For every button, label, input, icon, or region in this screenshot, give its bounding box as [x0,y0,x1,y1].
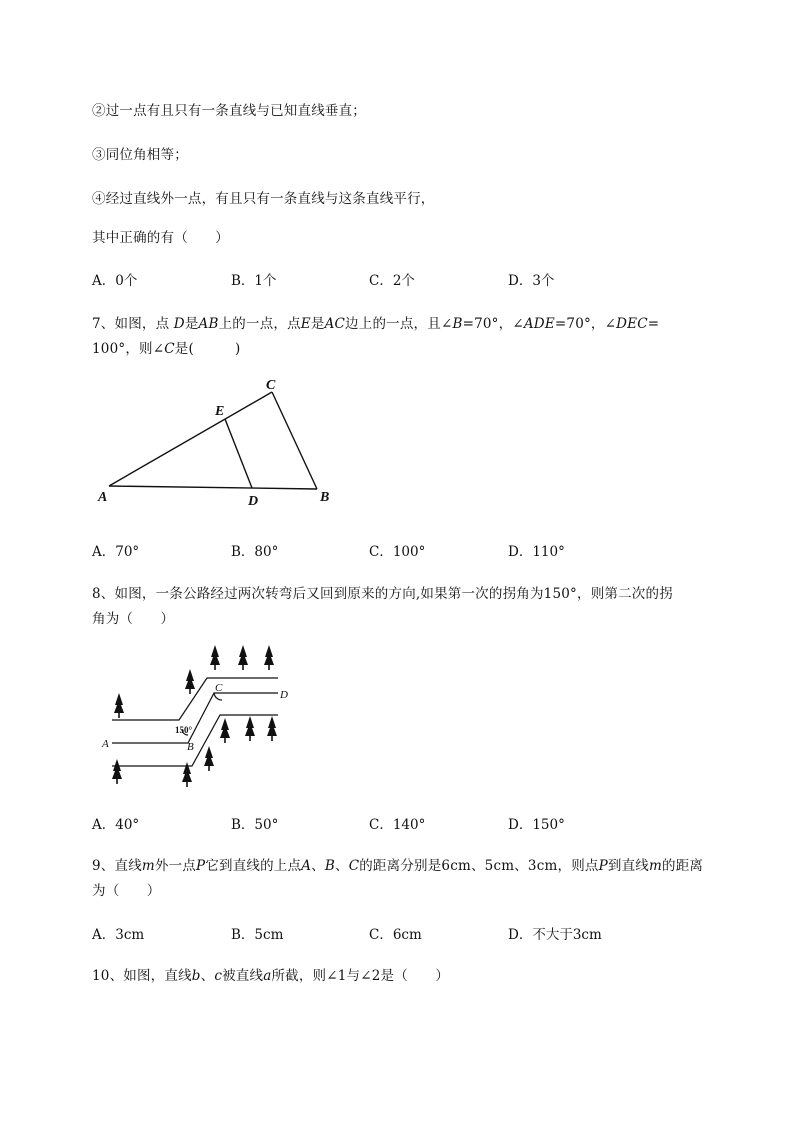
q8-option-b: B．50° [231,817,279,833]
q8-option-c: C．140° [369,817,426,833]
q6-option-b: B．1个 [231,273,277,289]
label-a: A [102,738,109,750]
road-edge-top [112,678,278,720]
q8-road-figure [92,640,312,795]
label-d: D [280,689,288,701]
side-ac [109,392,272,486]
q7-triangle-figure [92,370,352,515]
label-c: C [266,378,276,393]
label-b: B [320,490,330,505]
q7-option-b: B．80° [231,544,279,560]
q7-option-a: A．70° [92,544,140,560]
q9-option-b: B．5cm [231,927,284,943]
q9-option-c: C．6cm [369,927,422,943]
q8-option-d: D．150° [508,817,565,833]
segment-de [225,419,252,488]
q9-option-a: A．3cm [92,927,145,943]
q7-option-c: C．100° [369,544,426,560]
q6-question: 其中正确的有（ ） [92,230,229,246]
q10-text: 10、如图，直线b、c被直线a所截，则∠1与∠2是（ ） [92,968,450,984]
q8-text-line2: 角为（ ） [92,611,175,627]
q6-option-d: D．3个 [508,273,555,289]
label-e: E [215,404,225,419]
q7-text-line2: 100°，则∠C是( ) [92,341,241,357]
angle-arc-c [214,693,222,700]
side-ab [109,486,317,489]
q8-text-line1: 8、如图，一条公路经过两次转弯后又回到原来的方向,如果第一次的拐角为150°，则第二次的拐 [92,586,673,602]
q9-text-line1: 9、直线m外一点P它到直线的上点A、B、C的距离分别是6cm、5cm、3cm，则点P到直线m的距离 [92,858,704,874]
label-angle-150: 150° [175,725,193,735]
label-b: B [187,741,194,753]
statement-3: ③同位角相等； [92,147,188,163]
q8-option-a: A．40° [92,817,140,833]
label-d: D [248,494,259,509]
q6-option-c: C．2个 [369,273,415,289]
statement-2: ②过一点有且只有一条直线与已知直线垂直； [92,103,366,119]
q9-text-line2: 为（ ） [92,883,161,899]
statement-4: ④经过直线外一点，有且只有一条直线与这条直线平行， [92,191,435,207]
side-bc [272,392,317,489]
label-a: A [98,490,108,505]
q9-option-d: D．不大于3cm [508,927,602,943]
road-edge-bottom [112,715,278,766]
q6-option-a: A．0个 [92,273,138,289]
q7-option-d: D．110° [508,544,565,560]
label-c: C [215,682,223,694]
q7-text-line1: 7、如图，点 D是AB上的一点，点E是AC边上的一点，且∠B=70°，∠ADE=70°，∠DEC= [92,316,660,332]
